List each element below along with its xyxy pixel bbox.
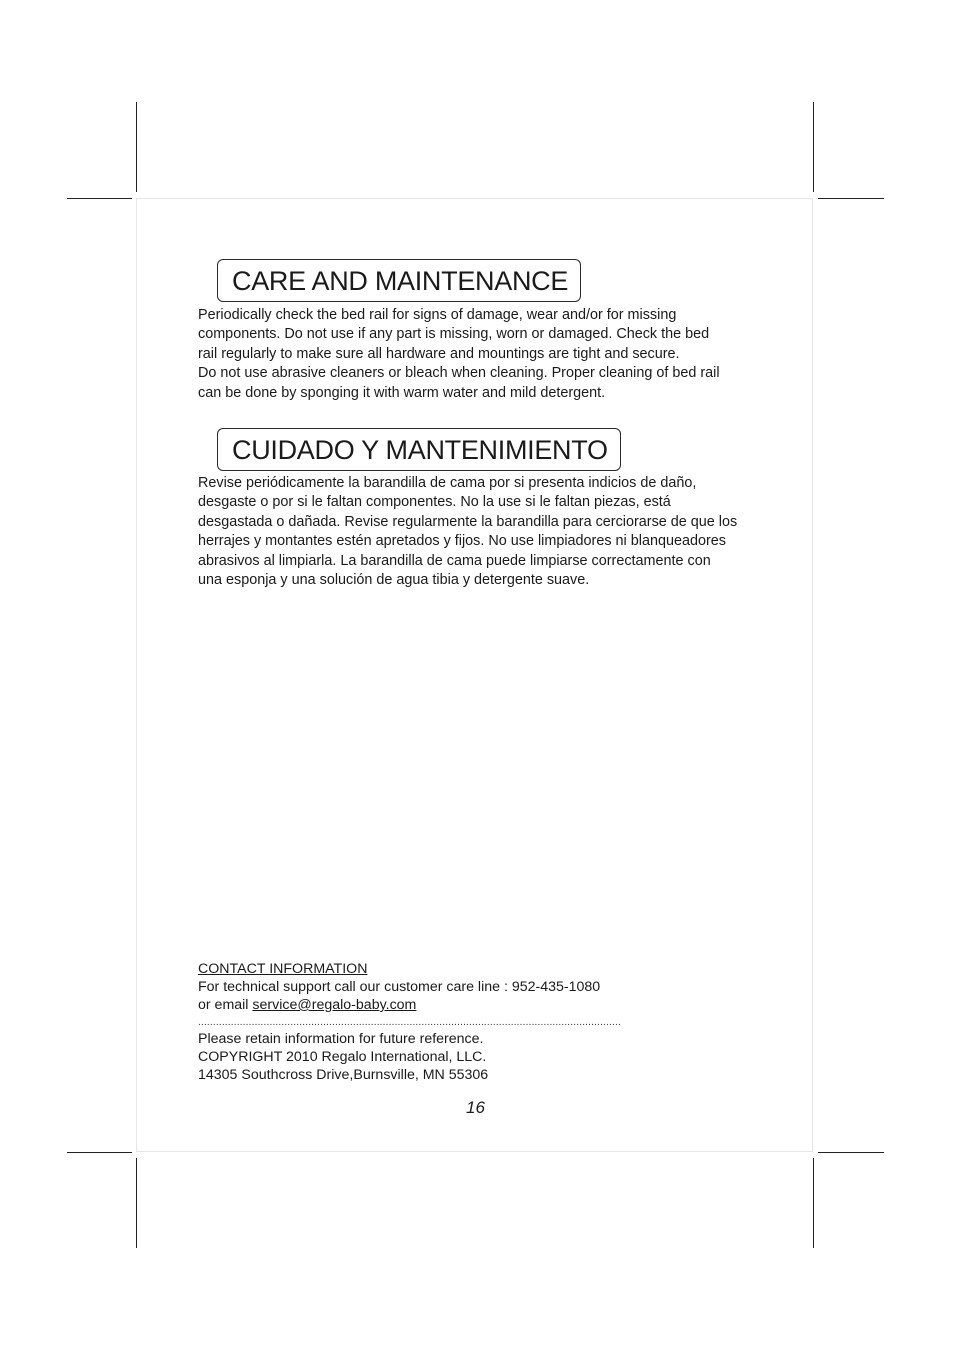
crop-mark-bottom-right-vertical [813,1158,814,1248]
email-prefix: or email [198,997,253,1013]
crop-mark-bottom-left-horizontal [67,1152,132,1153]
contact-title: CONTACT INFORMATION [198,961,368,977]
care-maintenance-paragraph [198,306,758,403]
cuidado-line: herrajes y montantes estén apretados y fijos. No use limpiadores ni blanqueadores [198,533,726,550]
address-line: 14305 Southcross Drive,Burnsville, MN 55306 [198,1067,489,1083]
crop-mark-bottom-right-horizontal [818,1152,884,1153]
cuidado-mantenimiento-paragraph [198,474,758,590]
crop-mark-top-right-horizontal [818,198,884,199]
cuidado-line: desgastada o dañada. Revise regularmente la barandilla para cerciorarse de que los [198,513,738,530]
cuidado-line: una esponja y una solución de agua tibia y detergente suave. [198,572,590,589]
email-link[interactable]: service@regalo-baby.com [252,997,417,1013]
company-info-block [198,1030,628,1084]
email-line [198,996,628,1014]
cuidado-line: desgaste o por si le faltan componentes. No la use si le faltan piezas, está [198,494,671,511]
cuidado-line: Revise periódicamente la barandilla de cama por si presenta indicios de daño, [198,475,697,491]
care-line: can be done by sponging it with warm water and mild detergent. [198,384,606,401]
retain-notice: Please retain information for future reference. [198,1031,484,1047]
care-line: components. Do not use if any part is missing, worn or damaged. Check the bed [198,326,710,343]
copyright-line: COPYRIGHT 2010 Regalo International, LLC. [198,1049,487,1065]
separator-block [198,1018,628,1028]
crop-mark-top-right-vertical [813,102,814,192]
crop-mark-top-left-vertical [136,102,137,192]
care-maintenance-heading: CARE AND MAINTENANCE [217,259,581,302]
crop-mark-top-left-horizontal [67,198,132,199]
cuidado-mantenimiento-heading: CUIDADO Y MANTENIMIENTO [217,428,621,471]
contact-information-block [198,960,628,1014]
dotted-separator: .............................................................................................................................................. [198,1018,621,1028]
support-line: For technical support call our customer care line : 952-435-1080 [198,979,601,995]
care-line: rail regularly to make sure all hardware and mountings are tight and secure. [198,345,680,362]
care-line: Do not use abrasive cleaners or bleach when cleaning. Proper cleaning of bed rail [198,365,720,382]
care-line: Periodically check the bed rail for signs of damage, wear and/or for missing [198,307,677,323]
cuidado-line: abrasivos al limpiarla. La barandilla de cama puede limpiarse correctamente con [198,552,711,569]
page-number: 16 [466,1098,485,1117]
crop-mark-bottom-left-vertical [136,1158,137,1248]
